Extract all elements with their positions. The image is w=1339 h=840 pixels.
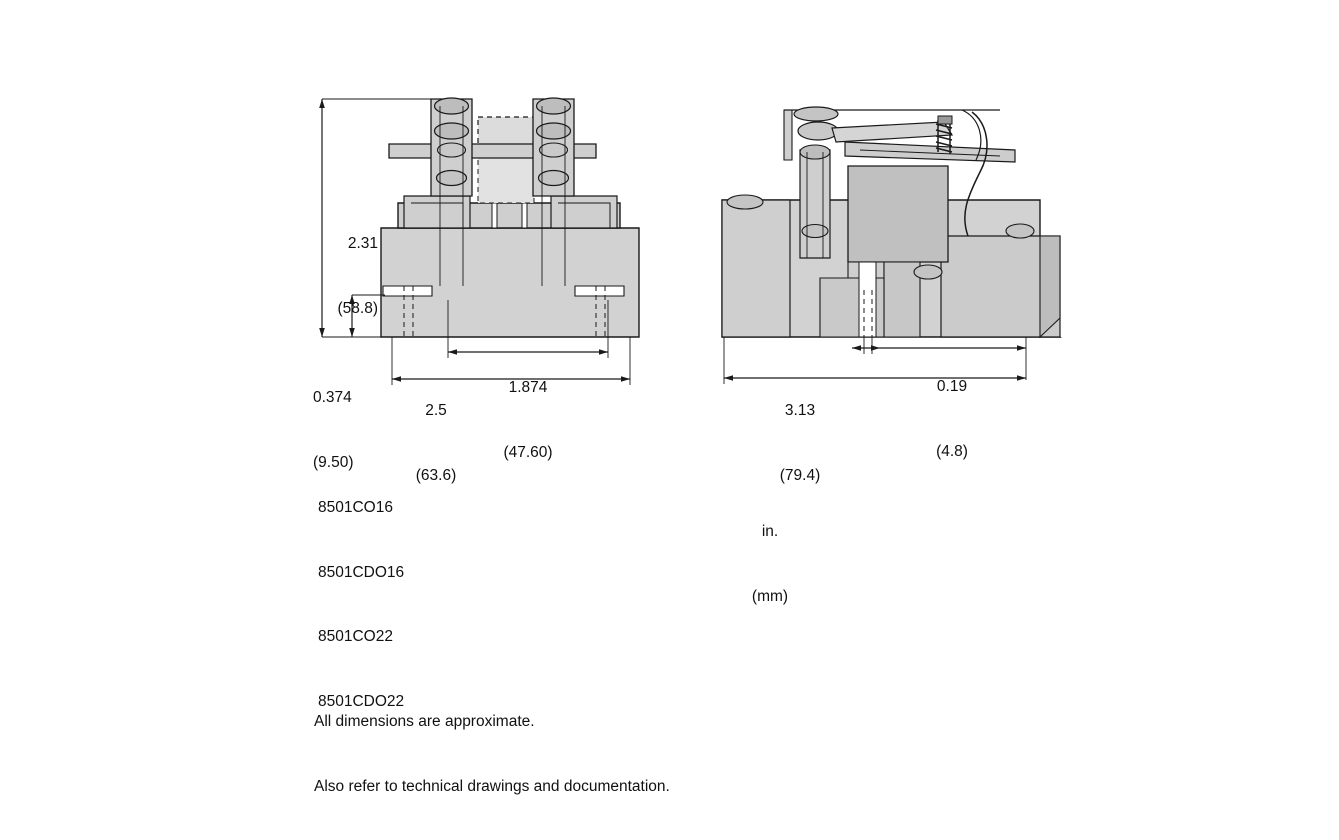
units-legend [718,478,822,650]
dimension-depth-overall-value: 3.13 [784,402,816,419]
dimension-width-overall-metric: (63.6) [415,466,457,484]
dimension-height-overall [316,190,378,362]
dimension-slot-width-value: 0.19 [936,378,968,395]
dimension-height-base-metric: (9.50) [313,453,354,471]
dimension-width-overall-value: 2.5 [425,402,447,419]
side-view [722,107,1060,384]
catalog-number-item: 8501CO16 [318,499,393,516]
note-line: Also refer to technical drawings and documentation. [314,777,670,795]
dimension-slot-width [900,333,1004,505]
catalog-number-item: 8501CDO22 [318,692,405,710]
catalog-number-item: 8501CDO16 [318,563,405,581]
dimension-width-inner [478,334,578,506]
note-line: All dimensions are approximate. [314,713,535,730]
units-secondary-label: (mm) [751,587,789,605]
dimension-height-overall-value: 2.31 [347,235,378,252]
dimension-depth-overall-metric: (79.4) [779,466,821,484]
dimension-width-inner-value: 1.874 [508,379,548,396]
dimension-slot-width-metric: (4.8) [936,442,968,460]
catalog-number-item: 8501CO22 [318,628,393,645]
dimension-height-base-value: 0.374 [313,389,352,406]
notes-block [314,668,670,840]
units-primary-label: in. [761,523,779,540]
dimension-height-overall-metric: (58.8) [337,299,378,317]
dimension-width-inner-metric: (47.60) [503,443,553,461]
